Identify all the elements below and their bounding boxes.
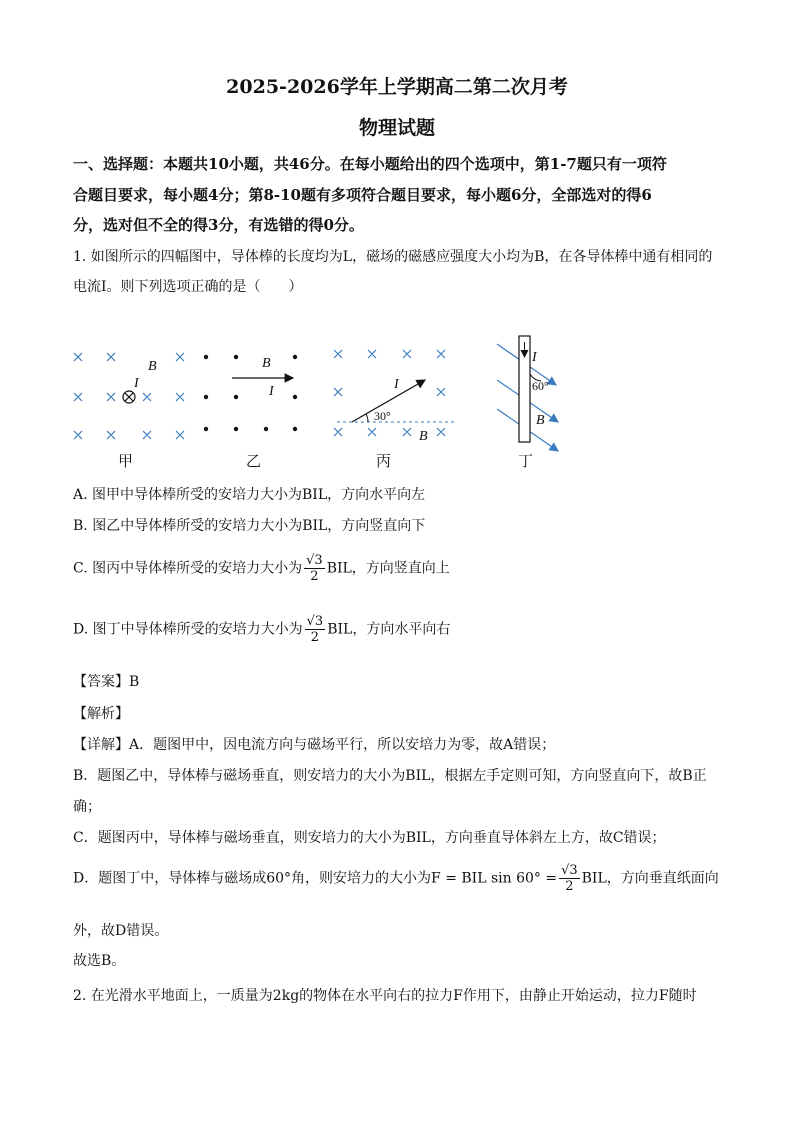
detail-b-line-1: B．题图乙中，导体棒与磁场垂直，则安培力的大小为BIL，根据左手定则可知，方向竖直向下，故B正: [73, 768, 707, 784]
current-into-page-symbol: [123, 391, 135, 403]
answer-label: 【答案】B: [73, 674, 140, 690]
page-title: 2025-2026学年上学期高二第二次月考: [226, 76, 568, 98]
fraction-denominator: 2: [310, 630, 320, 645]
option-c: [73, 553, 450, 584]
current-label-i: I: [269, 384, 274, 399]
figure-caption-yi: 乙: [246, 454, 262, 470]
option-c-text-pre: C. 图丙中导体棒所受的安培力大小为: [73, 560, 303, 577]
figure-caption-ding: 丁: [518, 454, 534, 470]
conclusion: 故选B。: [73, 953, 126, 969]
magnetic-field-into-page-marks: [74, 353, 184, 439]
figure-bing: [334, 350, 457, 470]
sqrt3-over-2-fraction: [559, 863, 580, 894]
option-d-text-pre: D. 图丁中导体棒所受的安培力大小为: [73, 621, 303, 638]
figure-caption-bing: 丙: [376, 454, 392, 470]
detail-c: C．题图丙中，导体棒与磁场垂直，则安培力的大小为BIL，方向垂直导体斜左上方，故C错误；: [73, 830, 666, 846]
question-1-stem-line-1: 1. 如图所示的四幅图中，导体棒的长度均为L，磁场的磁感应强度大小均为B，在各导体棒中通有相同的: [73, 249, 713, 265]
figure-yi: [204, 355, 297, 470]
fraction-numerator: √3: [561, 863, 578, 878]
sqrt3-over-2-fraction: [304, 553, 325, 584]
option-b: B. 图乙中导体棒所受的安培力大小为BIL，方向竖直向下: [73, 518, 426, 534]
angle-label-60: 60°: [532, 379, 549, 393]
question-2-stem: 2. 在光滑水平地面上，一质量为2kg的物体在水平向右的拉力F作用下，由静止开始运动，拉力F随时: [73, 988, 697, 1004]
current-label-i: I: [394, 377, 399, 392]
detail-b-line-2: 确；: [73, 799, 101, 815]
section-instructions-line-2: 合题目要求，每小题4分；第8-10题有多项符合题目要求，每小题6分，全部选对的得6: [73, 186, 652, 204]
detail-d-text-post: BIL，方向垂直纸面向: [581, 870, 719, 887]
page-subtitle: 物理试题: [358, 117, 435, 139]
fraction-denominator: 2: [565, 879, 574, 894]
field-label-b: B: [536, 413, 545, 428]
fraction-numerator: √3: [306, 553, 323, 568]
angle-arc-30: [366, 414, 368, 422]
figure-jia: [74, 353, 184, 470]
current-label-i: I: [532, 350, 537, 365]
figure-caption-jia: 甲: [118, 454, 134, 470]
magnetic-field-into-page-marks: [334, 350, 445, 436]
section-instructions-line-1: 一、选择题：本题共10小题，共46分。在每小题给出的四个选项中，第1-7题只有一项符: [73, 155, 667, 173]
angle-label-30: 30°: [374, 409, 391, 423]
field-label-b: B: [262, 356, 271, 371]
current-label-i: I: [134, 376, 139, 391]
question-1-figures: [0, 330, 794, 490]
detail-a: 【详解】A．题图甲中，因电流方向与磁场平行，所以安培力为零，故A错误；: [73, 737, 556, 753]
magnetic-field-out-of-page-dots: [204, 355, 297, 431]
analysis-label: 【解析】: [73, 706, 129, 722]
option-d: [73, 614, 450, 645]
option-d-text-post: BIL，方向水平向右: [327, 621, 451, 638]
fraction-numerator: √3: [306, 614, 324, 629]
detail-d-line-2: 外，故D错误。: [73, 923, 169, 939]
field-label-b: B: [419, 429, 428, 444]
field-label-b: B: [148, 359, 157, 374]
option-c-text-post: BIL，方向竖直向上: [326, 560, 450, 577]
figure-ding: [497, 336, 558, 470]
fraction-denominator: 2: [310, 569, 319, 584]
sqrt3-over-2-fraction: [305, 614, 326, 645]
question-1-stem-line-2: 电流I。则下列选项正确的是（ ）: [73, 279, 303, 295]
section-instructions-line-3: 分，选对但不全的得3分，有选错的得0分。: [73, 216, 364, 234]
detail-d-line-1: [73, 863, 719, 894]
detail-d-text-pre: D．题图丁中，导体棒与磁场成60°角，则安培力的大小为F = BIL sin 60° =: [73, 870, 558, 887]
option-a: A. 图甲中导体棒所受的安培力大小为BIL，方向水平向左: [73, 487, 426, 503]
